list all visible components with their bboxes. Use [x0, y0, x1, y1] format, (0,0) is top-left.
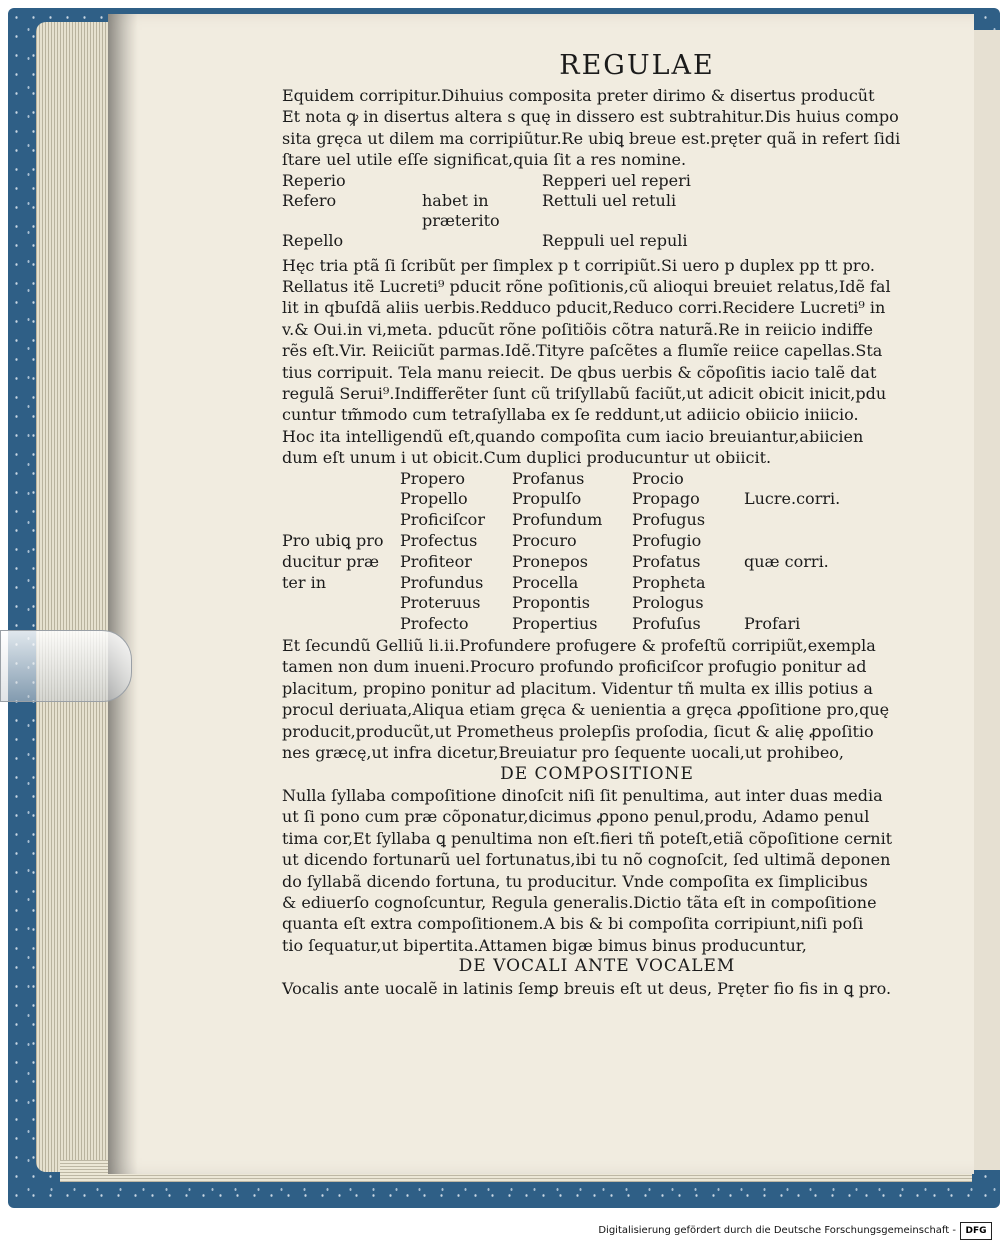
gutter-shadow	[108, 14, 138, 1174]
text-line: regulã Serui⁹.Indifferẽter ſunt cũ triſyllabũ faciũt,ut adicit obicit inicit,pdu	[282, 384, 887, 404]
list-note	[744, 573, 864, 594]
list-note	[744, 510, 864, 531]
dfg-logo: DFG	[960, 1222, 992, 1240]
list-item: Procio	[632, 468, 684, 488]
list-item: Procuro	[512, 531, 577, 551]
text-line: cuntur tm̃modo cum tetraſyllaba ex ſe reddunt,ut adiicio obiicio iniicio.	[282, 405, 859, 425]
text-line: producit,producũt,ut Prometheus prolepſis proſodia, ſicut & alię ꝓpoſitio	[282, 721, 874, 741]
list-note	[744, 593, 864, 614]
text-line: quanta eſt extra compoſitionem.A bis & bi compoſita corripiunt,niſi poſi	[282, 914, 864, 934]
text-line: & ediuerſo cognoſcuntur, Regula generalis.Dictio tãta eſt in compoſitione	[282, 892, 877, 912]
pro-word-list	[282, 469, 912, 635]
list-note	[744, 469, 864, 490]
text-line: dum eſt unum i ut obicit.Cum duplici producuntur ut obiicit.	[282, 448, 772, 468]
list-item: Propero	[400, 468, 466, 488]
list-item: Profugio	[632, 531, 702, 551]
paragraph-5	[282, 978, 912, 999]
text-line: sita gręca ut dilem ma corripiũtur.Re ubiꝗ breue est.pręter quã in refert ſidi	[282, 128, 901, 148]
section-heading: DE VOCALI ANTE VOCALEM	[458, 956, 736, 977]
text-line: v.& Oui.in vi,meta. pducũt rõne poſitiõis cõtra naturã.Re in reiicio indiffe	[282, 319, 873, 339]
verb-right: Rettuli uel retuli	[542, 190, 677, 210]
text-line: tamen non dum inueni.Procuro profundo proficiſcor profugio ponitur ad	[282, 657, 867, 677]
paragraph-1	[282, 85, 912, 171]
list-item: Profectus	[400, 531, 478, 551]
verb-table	[282, 171, 912, 251]
list-note	[744, 531, 864, 552]
list-item: Profundus	[400, 572, 484, 592]
list-item: Proficiſcor	[400, 510, 485, 530]
text-line: tima cor,Et ſyllaba ꝗ penultima non eſt.fieri tñ poteſt,etiã cõpoſitione cernit	[282, 828, 893, 848]
page-clip	[0, 630, 132, 702]
text-line: Rellatus itẽ Lucreti⁹ pducit rõne poſitionis,cũ alioqui breuiet relatus,Idẽ fal	[282, 277, 891, 297]
page-text	[282, 40, 912, 999]
list-item: Pronepos	[512, 551, 588, 571]
list-item: Proteruus	[400, 593, 481, 613]
text-line: Nulla ſyllaba compoſitione dinoſcit niſi ſit penultima, aut inter duas media	[282, 785, 883, 805]
list-item: Propontis	[512, 593, 590, 613]
text-line: Vocalis ante uocalẽ in latinis ſemꝑ breuis eſt ut deus, Pręter fio fis in ꝗ pro.	[282, 978, 892, 998]
paragraph-2	[282, 255, 912, 469]
text-line: ut ſi pono cum prӕ cõponatur,dicimus ꝓpono penul,produ, Adamo penul	[282, 807, 870, 827]
list-item: Profundum	[512, 510, 603, 530]
paragraph-3	[282, 635, 912, 763]
footer-credit: Digitalisierung gefördert durch die Deutsche Forschungsgemeinschaft -	[598, 1225, 956, 1236]
list-item: Propello	[400, 489, 468, 509]
list-item: Propertius	[512, 614, 598, 634]
text-line: ut dicendo fortunarũ uel fortunatus,ibi tu nõ cognoſcit, ſed ultimã deponen	[282, 850, 891, 870]
facing-page-edge	[972, 30, 1000, 1170]
text-line: lit in qbuſdã aliis uerbis.Redduco pducit,Reduco corri.Recidere Lucreti⁹ in	[282, 298, 886, 318]
verb-middle: habet in prӕterito	[422, 190, 500, 230]
list-intro: Pro ubiꝗ pro	[282, 531, 384, 551]
text-line: Hoc ita intelligendũ eſt,quando compoſita cum iacio breuiantur,abiicien	[282, 426, 864, 446]
page-block-edge	[36, 22, 116, 1172]
list-item: Prologus	[632, 593, 704, 613]
list-item: Prophєta	[632, 572, 706, 592]
list-item: Propago	[632, 489, 700, 509]
footer-bar	[0, 1212, 1000, 1244]
list-item: Profiteor	[400, 551, 472, 571]
text-line: Hęc tria ptã ſi ſcribũt per ſimplex p t corripiũt.Si uero p duplex pp tt pro.	[282, 255, 876, 275]
list-note: Lucre.corri.	[744, 489, 841, 509]
text-line: procul deriuata,Aliqua etiam gręca & uenientia a gręca ꝓpoſitione pro,quę	[282, 700, 890, 720]
section-heading: DE COMPOSITIONE	[500, 763, 694, 784]
text-line: Et nota ꝙ in disertus altera s quę in dissero est subtrahitur.Dis huius compo	[282, 107, 899, 127]
paragraph-4	[282, 785, 912, 956]
text-line: nes grӕcę,ut infra dicetur,Breuiatur pro ſequente uocali,ut prohibeo,	[282, 743, 845, 763]
list-item: Profanus	[512, 468, 585, 488]
verb-right: Repperi uel reperi	[542, 170, 691, 190]
list-item: Profuſus	[632, 614, 701, 634]
text-line: ſtare uel utile eſſe significat,quia ſit a res nomine.	[282, 150, 687, 170]
list-item: Profecto	[400, 614, 469, 634]
verb-right: Reppuli uel repuli	[542, 230, 688, 250]
list-item: Propulſo	[512, 489, 582, 509]
verb-left: Refero	[282, 190, 337, 210]
list-item: Procella	[512, 572, 579, 592]
text-line: rẽs eſt.Vir. Reiiciũt parmas.Idẽ.Tityre paſcẽtes a flumĩe reiice capellas.Sta	[282, 341, 883, 361]
text-line: placitum, propino ponitur ad placitum. Videntur tñ multa ex illis potius a	[282, 678, 873, 698]
list-intro: ducitur prӕ	[282, 551, 380, 571]
list-note: Profari	[744, 614, 801, 634]
list-item: Profugus	[632, 510, 706, 530]
text-line: Equidem corripitur.Dihuius composita preter dirimo & disertus producũt	[282, 86, 875, 105]
verb-left: Reperio	[282, 170, 346, 190]
list-note: quӕ corri.	[744, 551, 829, 571]
verb-left: Repello	[282, 230, 344, 250]
text-line: tius corripuit. Tela manu reiecit. De qbus uerbis & cõpoſitis iacio talẽ dat	[282, 362, 877, 382]
running-head: REGULAE	[559, 50, 715, 81]
list-item: Profatus	[632, 551, 701, 571]
text-line: tio ſequatur,ut bipertita.Attamen bigӕ bimus binus producuntur,	[282, 935, 807, 955]
text-line: do ſyllabã dicendo fortuna, tu producitur. Vnde compoſita ex ſimplicibus	[282, 871, 868, 891]
text-line: Et ſecundũ Gelliũ li.ii.Profundere profugere & profeſtũ corripiũt,exempla	[282, 636, 876, 656]
list-intro: ter in	[282, 572, 327, 592]
